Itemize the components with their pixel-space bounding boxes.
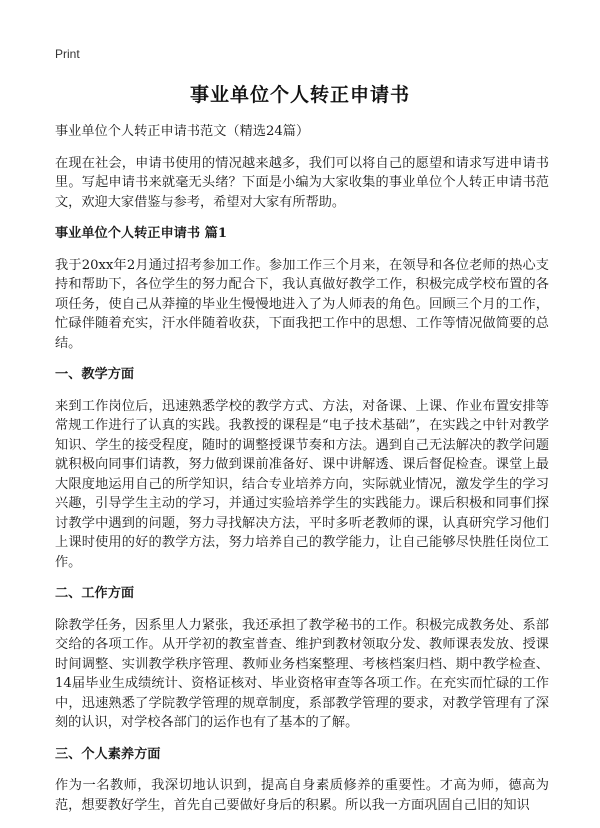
paragraph-personal: 作为一名教师，我深切地认识到，提高自身素质修养的重要性。才高为师，德高为范，想要教好学生，首先自己要做好身后的积累。所以我一方面巩固自己旧的知识 (55, 778, 549, 813)
heading-personal: 三、个人素养方面 (55, 746, 161, 762)
paragraph-teaching: 来到工作岗位后，迅速熟悉学校的教学方式、方法，对备课、上课、作业布置安排等常规工作进行了认真的实践。我教授的课程是“电子技术基础”，在实践之中针对教学知识、学生的接受程度，随时的调整授课节奏和方法。遇到自己无法解决的教学问题就积极向同事们请教，努力做到课前准备好、课中讲解透、课后督促检查。课堂上最大限度地运用自己的所学知识，结合专业培养方向，实际就业情况，激发学生的学习兴趣，引导学生主动的学习，并通过实验培养学生的实践能力。课后积极和同事们探讨教学中遇到的问题，努力寻找解决方法，平时多听老教师的课，认真研究学习他们上课时使用的好的教学方法，努力培养自己的教学能力，让自己能够尽快胜任岗位工作。 (55, 398, 549, 570)
heading-work: 二、工作方面 (55, 586, 135, 601)
document-title: 事业单位个人转正申请书 (189, 84, 410, 106)
document-body (55, 122, 549, 827)
print-label: Print (55, 47, 80, 61)
section-heading: 事业单位个人转正申请书 篇1 (55, 226, 228, 241)
document-subtitle: 事业单位个人转正申请书范文（精选24篇） (55, 124, 310, 139)
intro-paragraph: 在现在社会，申请书使用的情况越来越多，我们可以将自己的愿望和请求写进申请书里。写起申请书来就毫无头绪？下面是小编为大家收集的事业单位个人转正申请书范文，欢迎大家借鉴与参考，希望对大家有所帮助。 (55, 155, 549, 210)
paragraph-1: 我于20xx年2月通过招考参加工作。参加工作三个月来，在领导和各位老师的热心支持和帮助下，各位学生的努力配合下，我认真做好教学工作，积极完成学校布置的各项任务，使自己从莽撞的毕业生慢慢地进入了为人师表的角色。回顾三个月的工作，忙碌伴随着充实，汗水伴随着收获，下面我把工作中的思想、工作等情况做简要的总结。 (55, 257, 549, 351)
heading-teaching: 一、教学方面 (55, 367, 135, 382)
paragraph-work: 除教学任务，因系里人力紧张，我还承担了教学秘书的工作。积极完成教务处、系部交给的各项工作。从开学初的教室普查、维护到教材领取分发、教师课表发放、授课时间调整、实训教学秩序管理、教师业务档案整理、考核档案归档、期中教学检查、14届毕业生成绩统计、资格证核对、毕业资格审查等各项工作。在充实而忙碌的工作中，迅速熟悉了学院教学管理的规章制度，系部教学管理的要求，对教学管理有了深刻的认识，对学校各部门的运作也有了基本的了解。 (55, 617, 549, 730)
